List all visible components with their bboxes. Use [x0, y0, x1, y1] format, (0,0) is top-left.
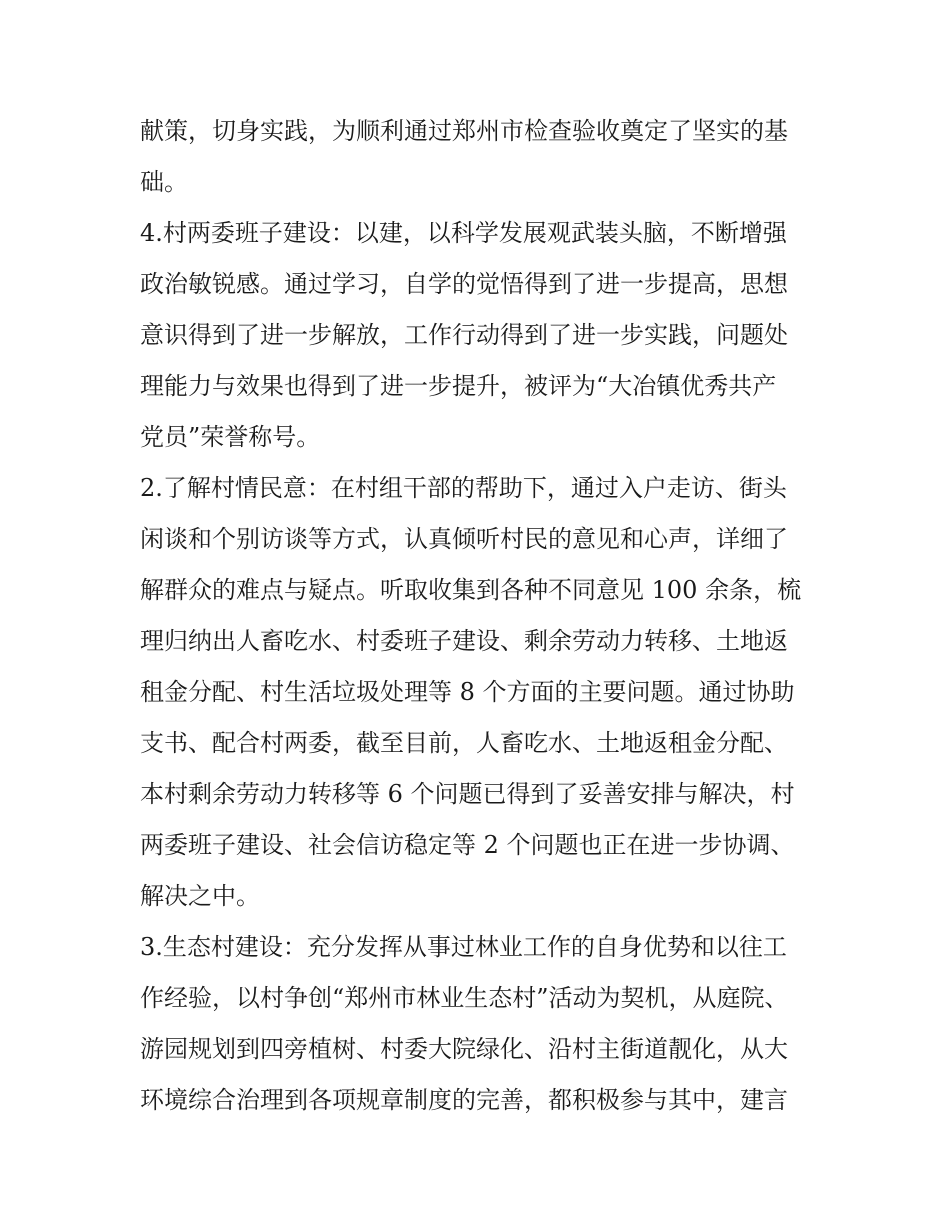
text-line: 4.村两委班子建设：以建，以科学发展观武装头脑，不断增强 [140, 219, 787, 247]
text-line: 础。 [140, 168, 188, 196]
text-line: 闲谈和个别访谈等方式，认真倾听村民的意见和心声，详细了 [140, 525, 788, 553]
text-line: 租金分配、村生活垃圾处理等 8 个方面的主要问题。通过协助 [140, 678, 795, 706]
text-line: 理归纳出人畜吃水、村委班子建设、剩余劳动力转移、土地返 [140, 627, 788, 655]
text-line: 两委班子建设、社会信访稳定等 2 个问题也正在进一步协调、 [140, 831, 795, 859]
text-line: 献策，切身实践，为顺利通过郑州市检查验收奠定了坚实的基 [140, 117, 788, 145]
text-line: 2.了解村情民意：在村组干部的帮助下，通过入户走访、街头 [140, 474, 787, 502]
text-line: 理能力与效果也得到了进一步提升，被评为“大冶镇优秀共产 [140, 372, 777, 400]
text-line: 解群众的难点与疑点。听取收集到各种不同意见 100 余条，梳 [140, 576, 802, 604]
text-line: 支书、配合村两委，截至目前，人畜吃水、土地返租金分配、 [140, 729, 788, 757]
text-line: 政治敏锐感。通过学习，自学的觉悟得到了进一步提高，思想 [140, 270, 788, 298]
document-body [140, 106, 812, 1126]
text-line: 环境综合治理到各项规章制度的完善，都积极参与其中，建言 [140, 1086, 788, 1114]
text-line: 解决之中。 [140, 882, 260, 910]
text-line: 作经验，以村争创“郑州市林业生态村”活动为契机，从庭院、 [140, 984, 789, 1012]
text-line: 意识得到了进一步解放，工作行动得到了进一步实践，问题处 [140, 321, 788, 349]
text-line: 游园规划到四旁植树、村委大院绿化、沿村主街道靓化，从大 [140, 1035, 788, 1063]
text-line: 党员”荣誉称号。 [140, 423, 321, 451]
text-line: 3.生态村建设：充分发挥从事过林业工作的自身优势和以往工 [140, 933, 787, 961]
text-line: 本村剩余劳动力转移等 6 个问题已得到了妥善安排与解决，村 [140, 780, 795, 808]
